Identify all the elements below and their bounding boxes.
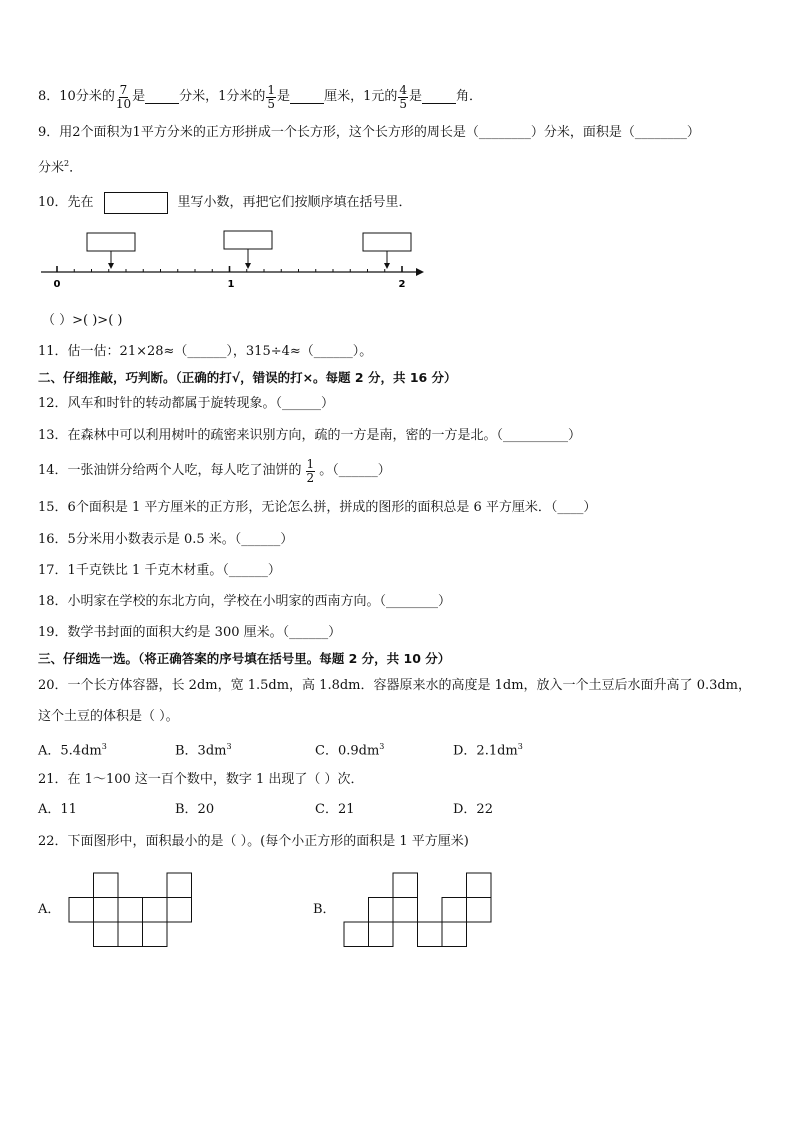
q14-text-a: 14．一张油饼分给两个人吃，每人吃了油饼的 [38,463,302,478]
unit-square [418,922,443,947]
q8-f2-num: 1 [267,82,276,97]
question-19: 19．数学书封面的面积大约是 300 厘米。（______） [38,625,342,640]
q14-f-num: 1 [306,456,315,471]
q22-figure-b[interactable] [343,872,493,948]
question-18: 18．小明家在学校的东北方向，学校在小明家的西南方向。（________） [38,594,452,609]
question-16: 16．5分米用小数表示是 0.5 米。（______） [38,532,294,547]
question-9-line1: 9．用2个面积为1平方分米的正方形拼成一个长方形，这个长方形的周长是（________）分米，面积是（________） [38,125,700,140]
tick-label-0: 0 [53,279,61,290]
q8-text-d: 是 [277,89,291,104]
question-14 [38,454,391,488]
q8-fraction-3 [398,84,408,111]
q8-blank-2[interactable] [290,91,324,104]
unit-square [467,873,492,898]
number-line-arrow [416,268,424,276]
answer-box-1[interactable] [87,233,135,251]
q8-text-b: 是 [132,89,146,104]
q8-f2-den: 5 [267,96,276,111]
unit-square [167,873,192,898]
pointer-arrowhead-2 [245,263,251,269]
question-8 [38,80,482,114]
q21-option-d[interactable]: D．22 [453,802,493,817]
unit-square [344,922,369,947]
answer-box-2[interactable] [224,231,272,249]
q8-text-f: 是 [408,89,422,104]
answer-box-3[interactable] [363,233,411,251]
q8-f3-num: 4 [399,82,407,97]
tick-label-2: 2 [398,279,406,290]
q20-option-a-text: A．5.4dm [38,743,102,759]
unit-square [167,898,192,923]
unit-square [369,898,394,923]
question-22: 22．下面图形中，面积最小的是（ ）。(每个小正方形的面积是 1 平方厘米) [38,834,469,849]
q8-f1-den: 10 [115,96,132,111]
q20-option-d-text: D．2.1dm [453,743,518,759]
unit-square [442,898,467,923]
q22-label-a[interactable]: A． [38,902,61,917]
unit-square [369,922,394,947]
q9-unit-sup: 2 [64,159,70,168]
q20-option-c[interactable] [315,738,384,760]
q10-sample-box [104,192,168,214]
question-20-line1: 20．一个长方体容器，长 2dm，宽 1.5dm，高 1.8dm．容器原来水的高度是 1dm，放入一个土豆后水面升高了 0.3dm， [38,678,752,693]
question-20-line2: 这个土豆的体积是（ ）。 [38,709,179,724]
q21-option-a[interactable]: A．11 [38,802,77,817]
q8-f3-den: 5 [399,96,407,111]
q8-text-e: 厘米，1元的 [324,89,398,104]
number-line-ticks [57,266,402,272]
q9-unit: 分米 [38,160,65,176]
q20-option-b-text: B．3dm [175,743,227,759]
question-10 [38,192,412,214]
q20-option-d-sup: 3 [517,742,523,751]
q22-label-b[interactable]: B． [313,902,336,917]
q10-order-brackets: （ ）>( )>( ) [42,313,123,328]
question-17: 17．1千克铁比 1 千克木材重。（______） [38,563,281,578]
section-2-heading: 二、仔细推敲，巧判断。（正确的打√，错误的打×。每题 2 分，共 16 分） [38,370,457,385]
unit-square [143,922,168,947]
q10-text-b: 里写小数，再把它们按顺序填在括号里． [177,195,412,210]
unit-square [467,898,492,923]
q20-option-c-sup: 3 [379,742,385,751]
q8-text-g: 角． [456,89,483,104]
tick-label-1: 1 [227,279,235,290]
q20-option-d[interactable] [453,738,523,760]
q20-option-b[interactable] [175,738,232,760]
q8-fraction-1 [116,84,131,111]
question-13: 13．在森林中可以利用树叶的疏密来识别方向，疏的一方是南，密的一方是北。（__________） [38,428,582,443]
q8-text-c: 分米，1分米的 [179,89,266,104]
q14-fraction [306,458,316,485]
q22-figure-a[interactable] [68,872,194,948]
unit-square [94,873,119,898]
q8-text-a: 8．10分米的 [38,89,115,104]
question-12: 12．风车和时针的转动都属于旋转现象。（______） [38,396,335,411]
q8-fraction-2 [266,84,276,111]
unit-square [393,898,418,923]
question-15: 15．6个面积是 1 平方厘米的正方形，无论怎么拼，拼成的图形的面积总是 6 平方厘米．（____） [38,500,597,515]
question-11: 11．估一估：21×28≈（______），315÷4≈（______）。 [38,344,373,359]
unit-square [118,922,143,947]
q20-option-b-sup: 3 [226,742,232,751]
unit-square [393,873,418,898]
unit-square [442,922,467,947]
unit-square [143,898,168,923]
q14-f-den: 2 [306,470,315,485]
unit-square [94,898,119,923]
q8-f1-num: 7 [119,82,128,97]
q8-blank-3[interactable] [422,91,456,104]
q8-blank-1[interactable] [145,91,179,104]
unit-square [69,898,94,923]
q20-option-a[interactable] [38,738,107,760]
question-21: 21．在 1～100 这一百个数中，数字 1 出现了（ ）次． [38,772,364,787]
q9-end: ． [69,160,83,176]
q10-text-a: 10．先在 [38,195,94,210]
unit-square [94,922,119,947]
number-line [36,226,428,296]
question-9-line2 [38,155,82,177]
q20-option-c-text: C．0.9dm [315,743,380,759]
q14-text-b: 。（______） [319,463,391,478]
q20-option-a-sup: 3 [101,742,107,751]
q21-option-b[interactable]: B．20 [175,802,215,817]
section-3-heading: 三、仔细选一选。（将正确答案的序号填在括号里。每题 2 分，共 10 分） [38,651,451,666]
unit-square [118,898,143,923]
pointer-arrowhead-3 [384,263,390,269]
q21-option-c[interactable]: C．21 [315,802,355,817]
pointer-arrowhead-1 [108,263,114,269]
